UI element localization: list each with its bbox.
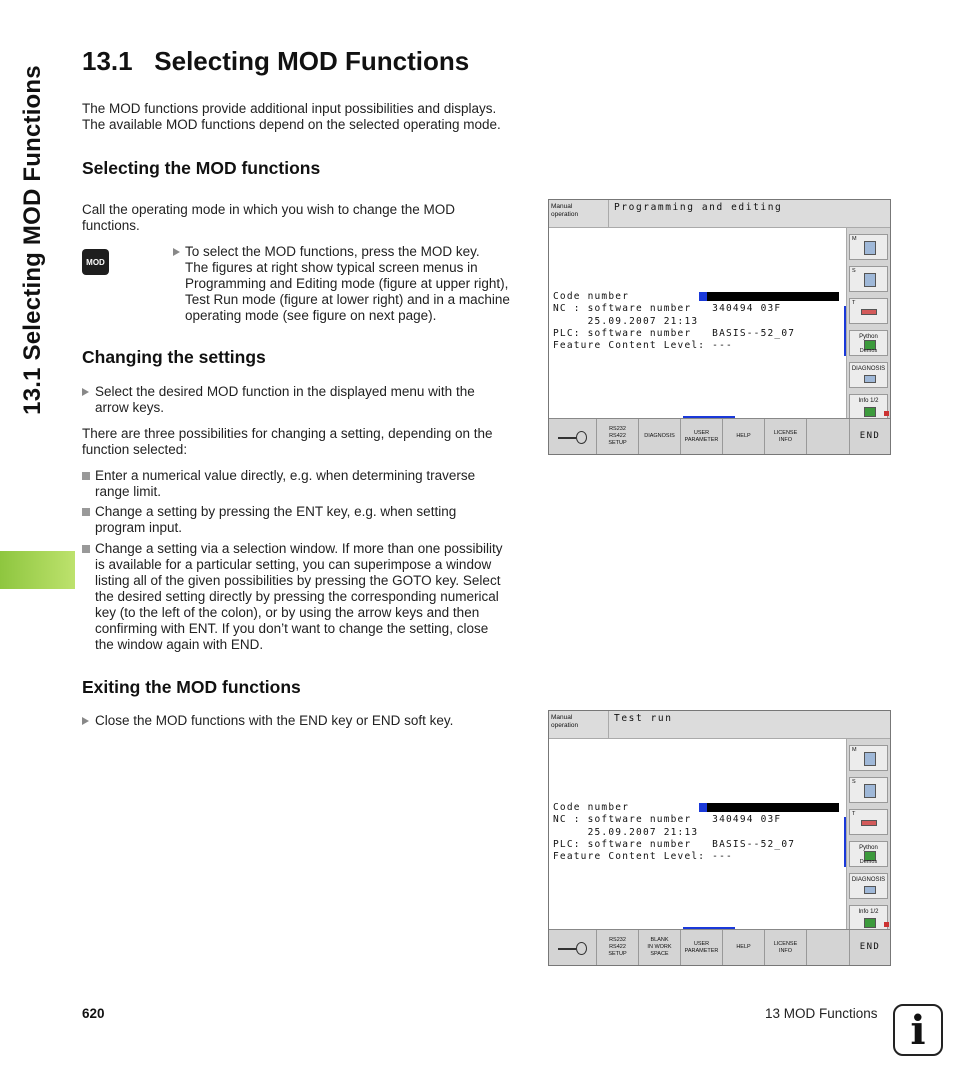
mod-key-icon: MOD bbox=[82, 249, 109, 275]
m-function-button[interactable]: M bbox=[849, 234, 888, 260]
screen-title: Programming and editing bbox=[609, 200, 890, 228]
softkey-empty[interactable] bbox=[807, 419, 850, 454]
spindle-icon bbox=[864, 752, 876, 766]
diagnosis-button[interactable]: DIAGNOSIS bbox=[849, 873, 888, 899]
operating-mode-label: Manual operation bbox=[549, 200, 609, 228]
diagnosis-button[interactable]: DIAGNOSIS bbox=[849, 362, 888, 388]
right-softkey-column bbox=[846, 739, 890, 929]
heading-selecting: Selecting the MOD functions bbox=[82, 158, 321, 178]
changing-paragraph: There are three possibilities for changing a setting, depending on the function selected: bbox=[82, 426, 493, 457]
t-function-button[interactable]: T bbox=[849, 298, 888, 324]
softkey-blank-workspace[interactable]: BLANK IN WORK SPACE bbox=[639, 930, 681, 965]
square-bullet-icon bbox=[82, 472, 90, 480]
tool-icon bbox=[864, 784, 876, 798]
diagnosis-icon bbox=[864, 375, 876, 383]
t-function-button[interactable]: T bbox=[849, 809, 888, 835]
side-chapter-title: 13.1 Selecting MOD Functions bbox=[19, 65, 47, 415]
softkey-diagnosis[interactable]: DIAGNOSIS bbox=[639, 419, 681, 454]
language-flag-icon bbox=[884, 922, 889, 927]
tool-change-icon bbox=[861, 820, 877, 826]
square-bullet-icon bbox=[82, 545, 90, 553]
key-icon bbox=[549, 930, 597, 965]
m-function-button[interactable]: M bbox=[849, 745, 888, 771]
screen-title: Test run bbox=[609, 711, 890, 739]
info-button[interactable]: Info 1/2 bbox=[849, 905, 888, 931]
bullet-numerical: Enter a numerical value directly, e.g. when determining traverse range limit. bbox=[82, 468, 527, 500]
intro-paragraph: The MOD functions provide additional input possibilities and displays. The available MOD functions depend on the selected operating mode. bbox=[82, 101, 501, 132]
chapter-name: 13 MOD Functions bbox=[765, 1006, 878, 1021]
softkey-empty[interactable] bbox=[807, 930, 850, 965]
heading-exiting: Exiting the MOD functions bbox=[82, 677, 301, 697]
softkey-license-info[interactable]: LICENSE INFO bbox=[765, 419, 807, 454]
screenshot-test-run bbox=[548, 710, 891, 966]
key-icon bbox=[549, 419, 597, 454]
chapter-tab-marker bbox=[0, 551, 75, 589]
bullet-ent: Change a setting by pressing the ENT key, e.g. when setting program input. bbox=[82, 504, 527, 536]
info-page-icon bbox=[864, 407, 876, 417]
page-number: 620 bbox=[82, 1006, 105, 1021]
operating-mode-label: Manual operation bbox=[549, 711, 609, 739]
language-flag-icon bbox=[884, 411, 889, 416]
softkey-bar bbox=[549, 418, 890, 454]
bullet-selection-window: Change a setting via a selection window. If more than one possibility is available for a particular setting, you can superimpose a window listing all of the given possibilities by pressing the GOTO key. Select the desired setting directly by pressing the corresponding numerical key (to the left of the colon), or by using the arrow keys and then confirming with ENT. If you don’t want to change the setting, close the window again with END. bbox=[82, 541, 527, 653]
screen-content: Code number NC : software number 340494 03F 25.09.2007 21:13 PLC: software number BASIS--52_07 Feature Content Level: --- bbox=[553, 802, 796, 863]
right-softkey-column bbox=[846, 228, 890, 418]
softkey-bar bbox=[549, 929, 890, 965]
tool-icon bbox=[864, 273, 876, 287]
page-title: 13.1 Selecting MOD Functions bbox=[82, 46, 470, 76]
softkey-help[interactable]: HELP bbox=[723, 930, 765, 965]
softkey-license-info[interactable]: LICENSE INFO bbox=[765, 930, 807, 965]
tool-change-icon bbox=[861, 309, 877, 315]
spindle-icon bbox=[864, 241, 876, 255]
arrow-bullet-icon bbox=[82, 717, 89, 725]
softkey-rs232-setup[interactable]: RS232 RS422 SETUP bbox=[597, 930, 639, 965]
python-demos-button[interactable]: Python Demos bbox=[849, 330, 888, 356]
softkey-user-parameter[interactable]: USER PARAMETER bbox=[681, 930, 723, 965]
info-button[interactable]: Info 1/2 bbox=[849, 394, 888, 420]
selecting-paragraph: Call the operating mode in which you wish to change the MOD functions. bbox=[82, 202, 455, 233]
square-bullet-icon bbox=[82, 508, 90, 516]
softkey-end[interactable]: END bbox=[859, 942, 881, 952]
python-demos-button[interactable]: Python Demos bbox=[849, 841, 888, 867]
softkey-end[interactable]: END bbox=[859, 431, 881, 441]
softkey-user-parameter[interactable]: USER PARAMETER bbox=[681, 419, 723, 454]
s-function-button[interactable]: S bbox=[849, 777, 888, 803]
step-exit: Close the MOD functions with the END key or END soft key. bbox=[82, 713, 532, 729]
screenshot-programming-editing bbox=[548, 199, 891, 455]
heading-changing: Changing the settings bbox=[82, 347, 266, 367]
softkey-rs232-setup[interactable]: RS232 RS422 SETUP bbox=[597, 419, 639, 454]
softkey-help[interactable]: HELP bbox=[723, 419, 765, 454]
screen-content: Code number NC : software number 340494 03F 25.09.2007 21:13 PLC: software number BASIS--52_07 Feature Content Level: --- bbox=[553, 291, 796, 352]
step-select-function: Select the desired MOD function in the displayed menu with the arrow keys. bbox=[82, 384, 532, 416]
step-select-mod: To select the MOD functions, press the MOD key. The figures at right show typical screen menus in Programming and Editing mode (figure at upper right), Test Run mode (figure at lower right) and in a machine operating mode (see figure on next page). bbox=[173, 244, 533, 324]
arrow-bullet-icon bbox=[173, 248, 180, 256]
arrow-bullet-icon bbox=[82, 388, 89, 396]
s-function-button[interactable]: S bbox=[849, 266, 888, 292]
diagnosis-icon bbox=[864, 886, 876, 894]
info-icon: i bbox=[893, 1004, 943, 1056]
info-page-icon bbox=[864, 918, 876, 928]
